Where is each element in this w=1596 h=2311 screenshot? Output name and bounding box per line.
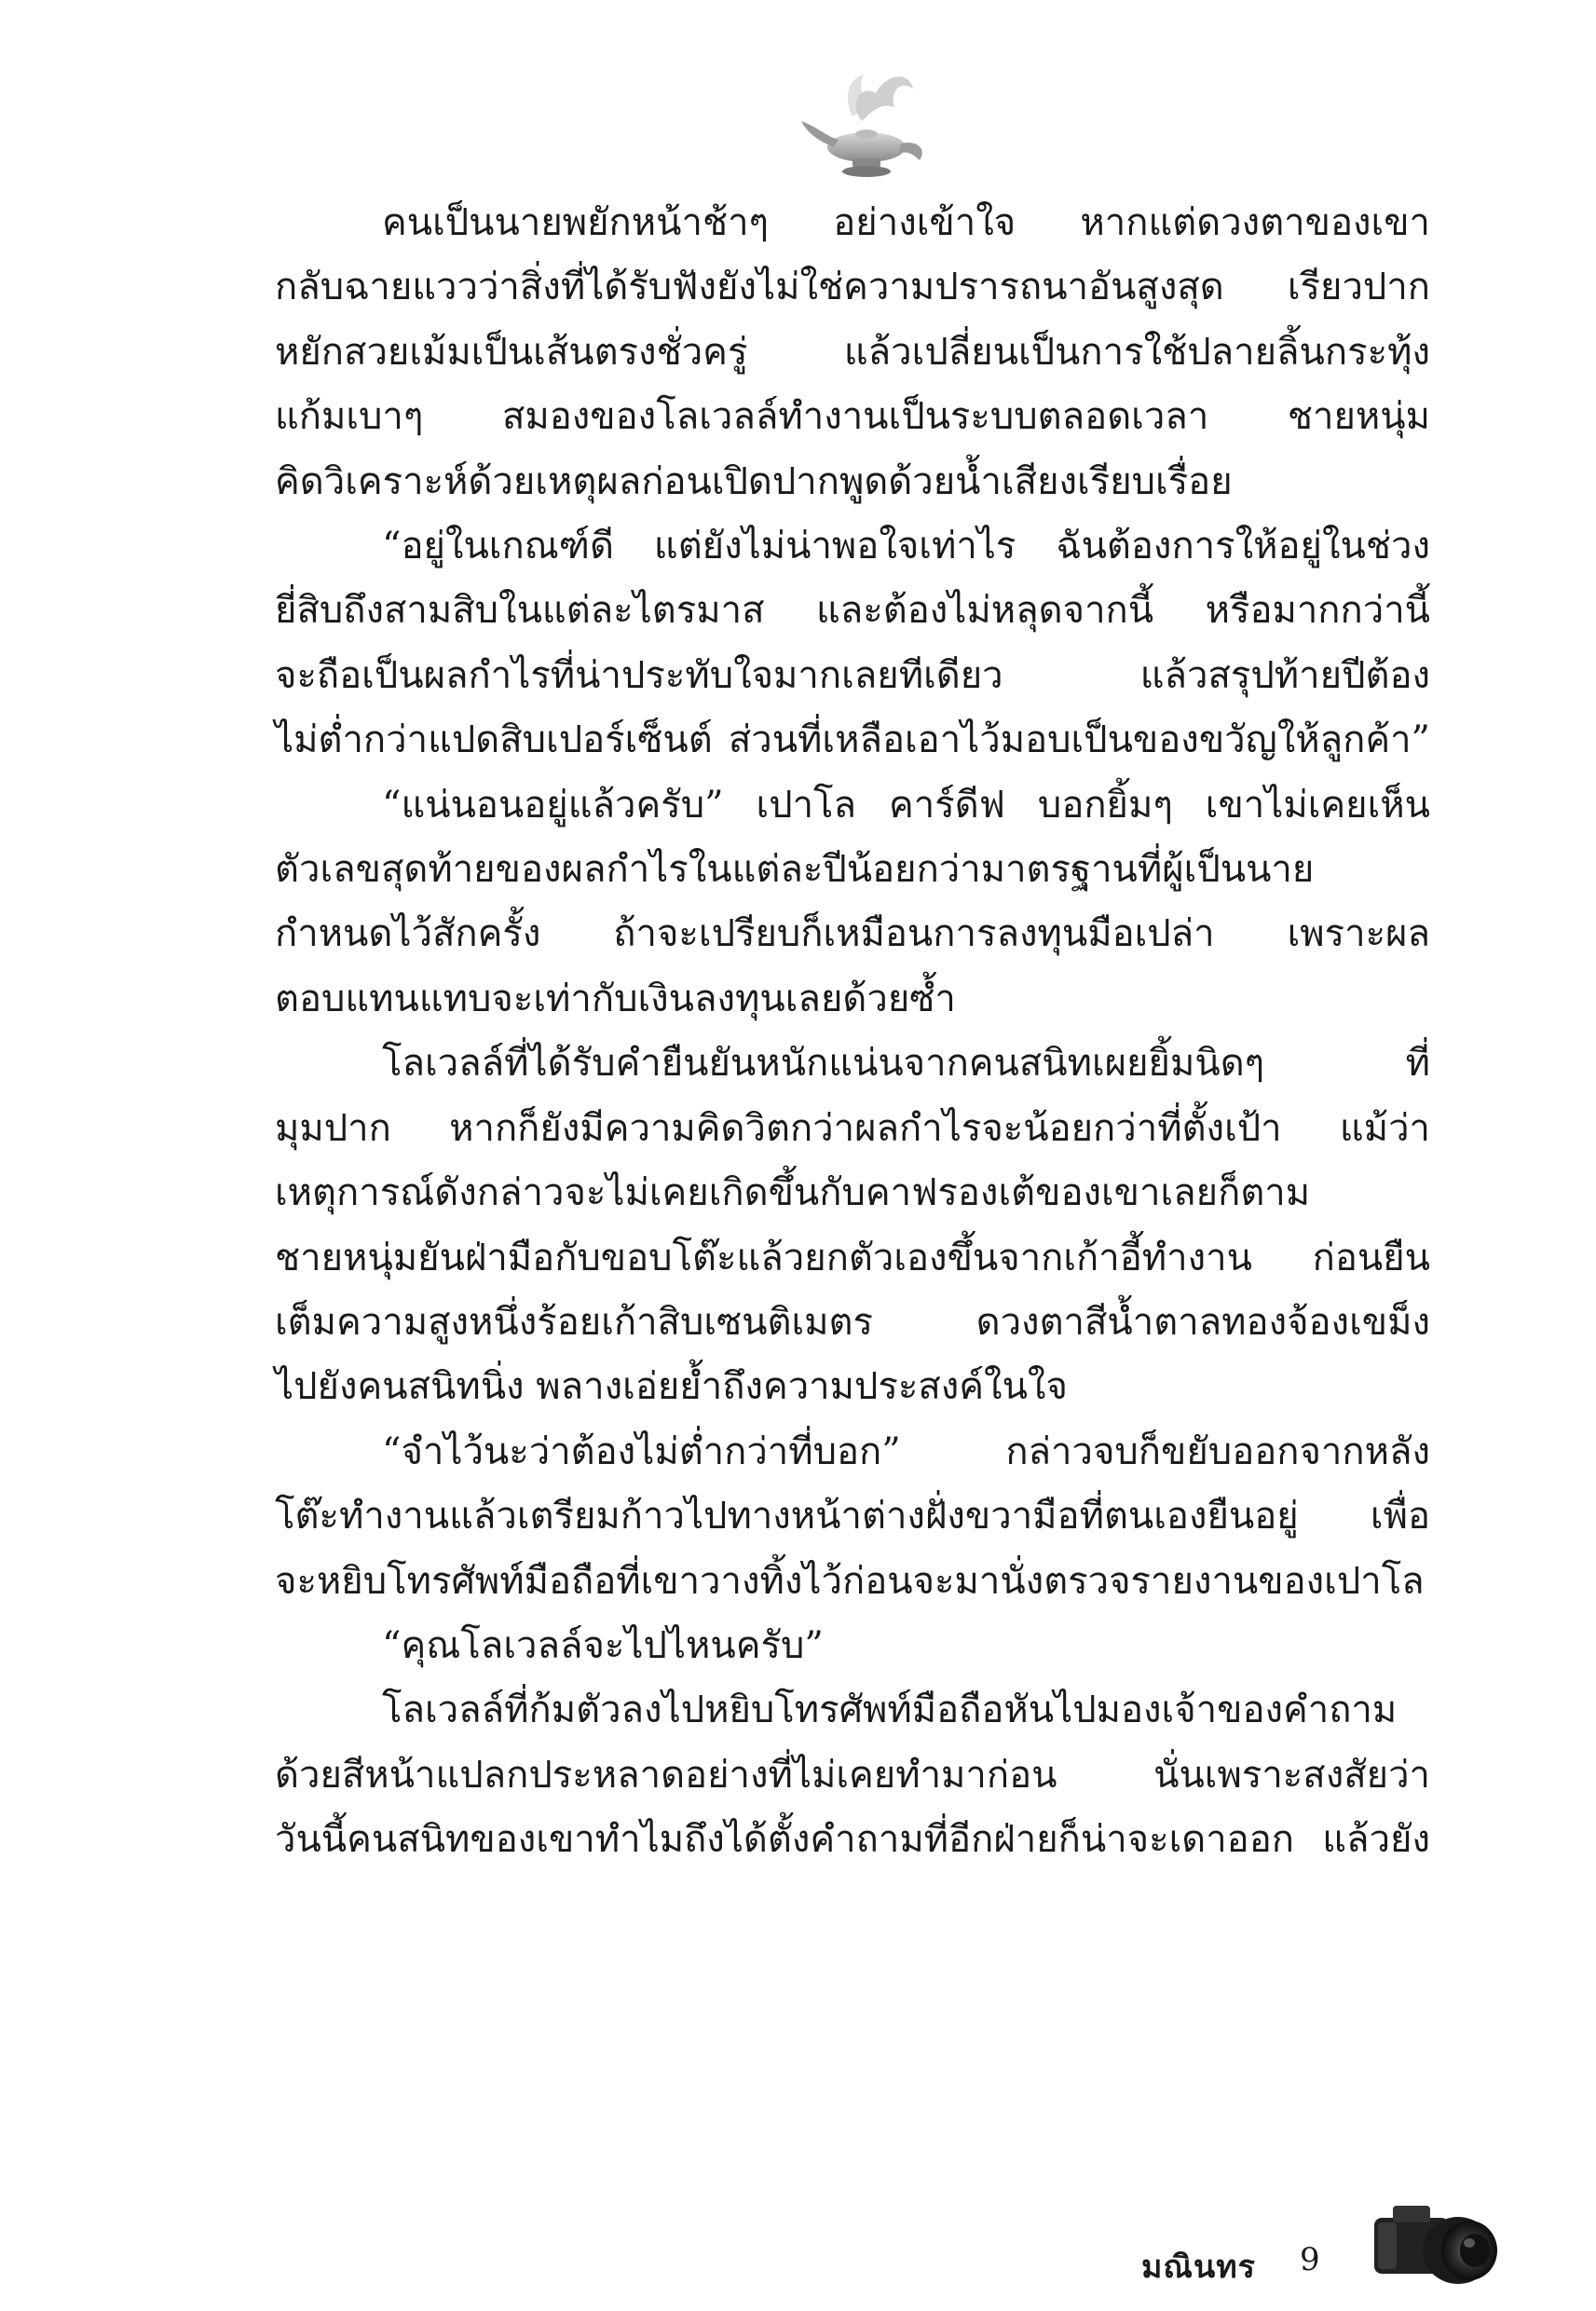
- text-line: หยักสวยเม้มเป็นเส้นตรงชั่วครู่ แล้วเปลี่ยนเป็นการใช้ปลายลิ้นกระทุ้ง: [275, 330, 1430, 374]
- text-line: “จำไว้นะว่าต้องไม่ต่ำกว่าที่บอก” กล่าวจบก็ขยับออกจากหลัง: [382, 1429, 1430, 1473]
- text-line: โลเวลล์ที่ได้รับคำยืนยันหนักแน่นจากคนสนิทเผยยิ้มนิดๆ ที่: [382, 1042, 1430, 1086]
- text-line: ยี่สิบถึงสามสิบในแต่ละไตรมาส และต้องไม่หลุดจากนี้ หรือมากกว่านี้: [275, 589, 1430, 633]
- text-line: โต๊ะทำงานแล้วเตรียมก้าวไปทางหน้าต่างฝั่งขวามือที่ตนเองยืนอยู่ เพื่อ: [275, 1495, 1430, 1538]
- book-title: มณินทร: [1141, 2249, 1256, 2286]
- paragraph: [275, 1420, 1430, 1614]
- text-line: กลับฉายแววว่าสิ่งที่ได้รับฟังยังไม่ใช่ความปรารถนาอันสูงสุด เรียวปาก: [275, 266, 1430, 309]
- text-line: กำหนดไว้สักครั้ง ถ้าจะเปรียบก็เหมือนการลงทุนมือเปล่า เพราะผล: [275, 912, 1430, 956]
- magic-lamp-icon: [797, 65, 936, 196]
- camera-icon: [1365, 2195, 1505, 2297]
- paragraph: [275, 191, 1430, 514]
- paragraph: [275, 1678, 1430, 1872]
- paragraph: [275, 1614, 1430, 1678]
- paragraph: [275, 773, 1430, 1032]
- text-line: “แน่นอนอยู่แล้วครับ” เปาโล คาร์ดีฟ บอกยิ้มๆ เขาไม่เคยเห็น: [382, 783, 1430, 827]
- text-line: ชายหนุ่มยันฝ่ามือกับขอบโต๊ะแล้วยกตัวเองขึ้นจากเก้าอี้ทำงาน ก่อนยืน: [275, 1236, 1430, 1279]
- text-line: คิดวิเคราะห์ด้วยเหตุผลก่อนเปิดปากพูดด้วยน้ำเสียงเรียบเรื่อย: [275, 459, 1233, 503]
- text-line: ไม่ต่ำกว่าแปดสิบเปอร์เซ็นต์ ส่วนที่เหลือเอาไว้มอบเป็นของขวัญให้ลูกค้า”: [275, 718, 1430, 762]
- text-line: ไปยังคนสนิทนิ่ง พลางเอ่ยย้ำถึงความประสงค์ในใจ: [275, 1365, 1068, 1409]
- text-line: วันนี้คนสนิทของเขาทำไมถึงได้ตั้งคำถามที่อีกฝ่ายก็น่าจะเดาออก แล้วยัง: [275, 1818, 1430, 1862]
- text-line: ตอบแทนแทบจะเท่ากับเงินลงทุนเลยด้วยซ้ำ: [275, 977, 956, 1020]
- text-line: “อยู่ในเกณฑ์ดี แต่ยังไม่น่าพอใจเท่าไร ฉันต้องการให้อยู่ในช่วง: [382, 525, 1430, 568]
- page-number: 9: [1300, 2241, 1320, 2278]
- text-line: จะหยิบโทรศัพท์มือถือที่เขาวางทิ้งไว้ก่อนจะมานั่งตรวจรายงานของเปาโล: [275, 1559, 1425, 1603]
- paragraph: [275, 1032, 1430, 1419]
- text-line: ด้วยสีหน้าแปลกประหลาดอย่างที่ไม่เคยทำมาก่อน นั่นเพราะสงสัยว่า: [275, 1753, 1430, 1797]
- text-line: คนเป็นนายพยักหน้าช้าๆ อย่างเข้าใจ หากแต่ดวงตาของเขา: [382, 201, 1430, 244]
- paragraph: [275, 514, 1430, 773]
- text-line: มุมปาก หากก็ยังมีความคิดวิตกว่าผลกำไรจะน้อยกว่าที่ตั้งเป้า แม้ว่า: [275, 1106, 1430, 1150]
- text-line: เต็มความสูงหนึ่งร้อยเก้าสิบเซนติเมตร ดวงตาสีน้ำตาลทองจ้องเขม็ง: [275, 1300, 1430, 1344]
- text-line: จะถือเป็นผลกำไรที่น่าประทับใจมากเลยทีเดียว แล้วสรุปท้ายปีต้อง: [275, 653, 1430, 697]
- body-text: [275, 191, 1430, 1873]
- text-line: ตัวเลขสุดท้ายของผลกำไรในแต่ละปีน้อยกว่ามาตรฐานที่ผู้เป็นนาย: [275, 848, 1315, 892]
- text-line: แก้มเบาๆ สมองของโลเวลล์ทำงานเป็นระบบตลอดเวลา ชายหนุ่ม: [275, 395, 1430, 439]
- text-line: “คุณโลเวลล์จะไปไหนครับ”: [382, 1623, 824, 1667]
- text-line: เหตุการณ์ดังกล่าวจะไม่เคยเกิดขึ้นกับคาฟรองเต้ของเขาเลยก็ตาม: [275, 1171, 1311, 1215]
- text-line: โลเวลล์ที่ก้มตัวลงไปหยิบโทรศัพท์มือถือหันไปมองเจ้าของคำถาม: [382, 1689, 1398, 1732]
